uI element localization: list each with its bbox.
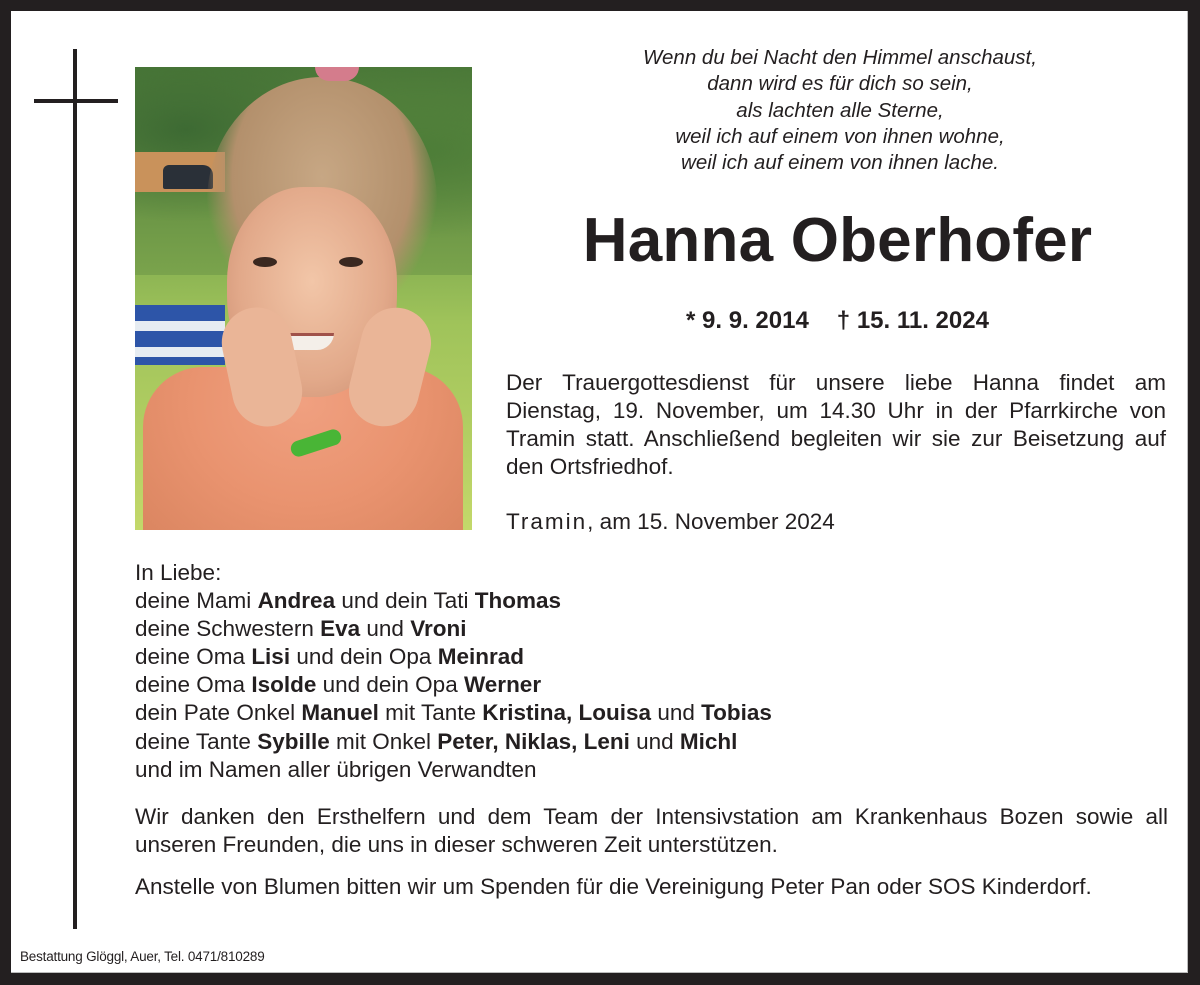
mourner-name: Manuel <box>301 700 379 726</box>
mourner-name: Andrea <box>257 588 336 614</box>
life-dates <box>530 305 1145 337</box>
mourner-relation: und dein Opa <box>290 644 438 670</box>
cross-icon-crossbar <box>34 99 118 103</box>
poem-line: weil ich auf einem von ihnen wohne, <box>675 124 1005 148</box>
mourner-relation: deine Schwestern <box>135 616 321 642</box>
place-and-date <box>506 508 835 536</box>
funeral-home-contact: Bestattung Glöggl, Auer, Tel. 0471/810289 <box>20 949 265 964</box>
mourner-name: Meinrad <box>437 644 524 670</box>
mourner-line <box>135 643 772 671</box>
mourner-relation: und <box>360 616 411 642</box>
mourner-line <box>135 587 772 615</box>
mourner-name: Peter, Niklas, Leni <box>437 728 630 754</box>
photo-striped-bench <box>135 305 225 365</box>
mourner-relation: deine Oma <box>135 644 252 670</box>
poem <box>560 45 1120 176</box>
mourner-relation: und <box>651 700 702 726</box>
mourner-name: Isolde <box>251 672 317 698</box>
mourner-relation: und dein Tati <box>335 588 475 614</box>
mourner-relation: deine Oma <box>135 672 252 698</box>
poem-line: weil ich auf einem von ihnen lache. <box>681 151 999 175</box>
mourner-relation: und dein Opa <box>316 672 464 698</box>
mourner-name: Werner <box>463 672 542 698</box>
mourner-name: Sybille <box>257 728 330 754</box>
photo-eye <box>253 257 277 267</box>
death-date: † 15. 11. 2024 <box>836 307 989 334</box>
mourner-relation: und <box>629 728 680 754</box>
mourner-line <box>135 728 772 756</box>
mourner-relation: mit Onkel <box>329 728 438 754</box>
mourner-line <box>135 615 772 643</box>
mourner-relation: dein Pate Onkel <box>135 700 302 726</box>
mourners-intro: In Liebe: <box>135 560 222 585</box>
mourner-relation: mit Tante <box>378 700 483 726</box>
thanks-text: Wir danken den Ersthelfern und dem Team der Intensivstation am Krankenhaus Bozen sowie all unseren Freunden, die uns in dieser schweren Zeit unterstützen. <box>135 804 1168 857</box>
town: Tramin <box>506 509 588 534</box>
poem-line: als lachten alle Sterne, <box>736 98 944 122</box>
photo-eye <box>339 257 363 267</box>
photo-background-car <box>163 165 213 189</box>
deceased-name: Hanna Oberhofer <box>582 206 1093 275</box>
date-text: , am 15. November 2024 <box>587 509 835 534</box>
mourner-name: Michl <box>679 728 738 754</box>
mourner-name: Tobias <box>701 700 772 726</box>
funeral-service-text: Der Trauergottesdienst für unsere liebe Hanna findet am Dienstag, 19. November, um 14.30 Uhr in der Pfarrkirche von Tramin statt. Anschließend begleiten wir sie zur Beisetzung auf den Ortsfriedhof. <box>506 370 1166 479</box>
donation-request: Anstelle von Blumen bitten wir um Spenden für die Vereinigung Peter Pan oder SOS Kinderdorf. <box>135 874 1092 899</box>
cross-icon <box>73 49 77 929</box>
mourner-line <box>135 671 772 699</box>
mourner-name: Vroni <box>410 616 467 642</box>
portrait-photo <box>135 67 472 530</box>
poem-line: Wenn du bei Nacht den Himmel anschaust, <box>643 46 1037 69</box>
mourners-closing: und im Namen aller übrigen Verwandten <box>135 756 537 782</box>
mourner-line <box>135 699 772 727</box>
poem-line: dann wird es für dich so sein, <box>707 72 973 96</box>
mourner-name: Thomas <box>474 588 562 614</box>
mourners-list <box>135 559 772 784</box>
mourner-name: Lisi <box>251 644 291 670</box>
birth-date: * 9. 9. 2014 <box>686 307 809 334</box>
mourner-relation: deine Mami <box>135 588 258 614</box>
mourner-relation: deine Tante <box>135 728 258 754</box>
mourner-name: Kristina, Louisa <box>482 700 652 726</box>
mourner-name: Eva <box>320 616 361 642</box>
